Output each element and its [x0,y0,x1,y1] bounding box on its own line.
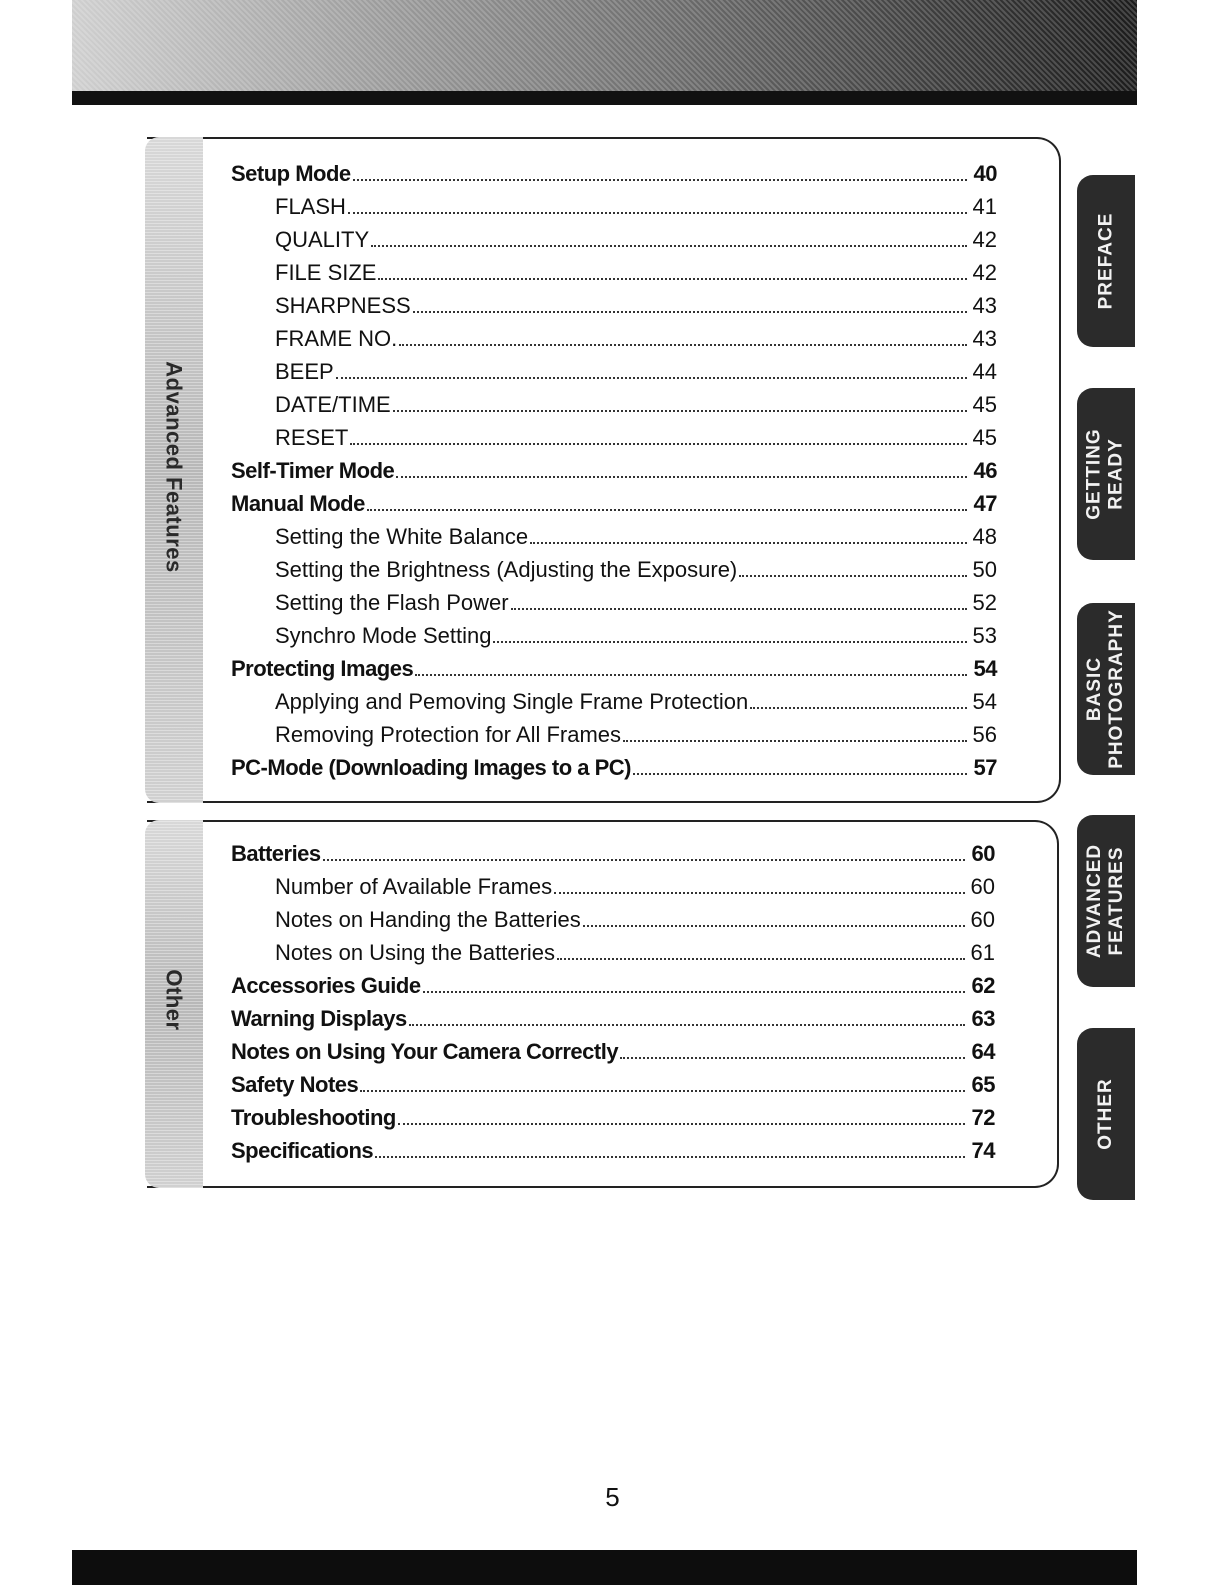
toc-entry-title: Setting the White Balance [275,524,529,549]
toc-entry-title: Setting the Flash Power [275,590,509,615]
toc-entry-page: 41 [972,194,997,219]
dot-leader [423,991,965,993]
toc-entry-page: 56 [972,722,997,747]
dot-leader [399,344,967,346]
toc-entry-page: 60 [970,874,995,899]
section-tab-label: Advanced Features [162,361,187,573]
toc-entry[interactable] [231,319,997,352]
dot-leader [557,958,965,960]
side-tab-label: PHOTOGRAPHY [1106,609,1128,769]
dot-leader [409,1024,965,1026]
toc-panel-advanced [147,137,1061,803]
toc-entry-title: Warning Displays [231,1006,407,1031]
toc-entry-page: 52 [972,590,997,615]
toc-entry[interactable] [231,1032,995,1065]
toc-entry[interactable] [231,999,995,1032]
toc-panel-other [147,820,1059,1188]
toc-entry-title: BEEP [275,359,334,384]
dot-leader [375,1156,965,1158]
toc-entry-page: 65 [971,1072,995,1097]
toc-entry[interactable] [231,352,997,385]
toc-entry-title: DATE/TIME [275,392,391,417]
section-strip-advanced [145,137,203,803]
toc-entry-title: PC-Mode (Downloading Images to a PC) [231,755,632,780]
toc-entry[interactable] [231,966,995,999]
toc-entry[interactable] [231,682,997,715]
toc-entry-page: 54 [972,689,997,714]
toc-entry[interactable] [231,834,995,867]
toc-entry[interactable] [231,867,995,900]
toc-entry-page: 45 [972,392,997,417]
toc-entry[interactable] [231,220,997,253]
side-tab-label: FEATURES [1106,846,1128,956]
toc-entry-title: Number of Available Frames [275,874,553,899]
toc-entry-title: Troubleshooting [231,1105,396,1130]
dot-leader [623,740,967,742]
toc-entry-page: 42 [972,260,997,285]
toc-entry[interactable] [231,748,997,781]
dot-leader [350,443,967,445]
toc-entry-page: 60 [970,907,995,932]
toc-entry[interactable] [231,286,997,319]
dot-leader [750,707,967,709]
toc-entry[interactable] [231,1065,995,1098]
side-tab-label: ADVANCED [1084,843,1106,959]
toc-entry-title: FLASH [275,194,346,219]
section-tab-label: Other [162,969,187,1031]
dot-leader [620,1057,965,1059]
toc-entry-title: Synchro Mode Setting [275,623,492,648]
toc-entry-page: 53 [972,623,997,648]
toc-entry[interactable] [231,187,997,220]
toc-entry[interactable] [231,900,995,933]
toc-entry[interactable] [231,385,997,418]
side-tab-preface[interactable] [1077,175,1135,347]
toc-entry[interactable] [231,517,997,550]
toc-entry-title: SHARPNESS [275,293,411,318]
dot-leader [413,311,967,313]
toc-entry-page: 47 [973,491,997,516]
toc-entry[interactable] [231,550,997,583]
toc-entry-page: 61 [970,940,995,965]
toc-entry[interactable] [231,933,995,966]
side-tab-basic-photography[interactable] [1077,603,1135,775]
toc-entry-title: Notes on Using Your Camera Correctly [231,1039,619,1064]
toc-entry-page: 46 [973,458,997,483]
dot-leader [583,925,965,927]
toc-entry[interactable] [231,418,997,451]
toc-entry[interactable] [231,1098,995,1131]
dot-leader [530,542,967,544]
dot-leader [393,410,967,412]
toc-entry[interactable] [231,616,997,649]
toc-entry[interactable] [231,583,997,616]
dot-leader [739,575,967,577]
dot-leader [415,674,967,676]
top-decorative-band [72,0,1137,105]
side-tab-label: BASIC [1084,656,1106,722]
side-tab-label: GETTING [1084,428,1106,520]
toc-entry-page: 72 [971,1105,995,1130]
toc-entry-title: Notes on Handing the Batteries [275,907,581,932]
toc-entry-page: 62 [971,973,995,998]
toc-entry-title: FILE SIZE [275,260,377,285]
side-tab-label: PREFACE [1095,212,1116,310]
toc-entry-title: RESET [275,425,349,450]
toc-entry-page: 42 [972,227,997,252]
toc-entry-title: Protecting Images [231,656,414,681]
toc-entry[interactable] [231,649,997,682]
toc-entry-title: Applying and Pemoving Single Frame Protection [275,689,749,714]
toc-entry[interactable] [231,715,997,748]
page-number: 5 [605,1482,620,1512]
dot-leader [360,1090,965,1092]
dot-leader [371,245,967,247]
toc-entry-page: 63 [971,1006,995,1031]
toc-entry-title: Safety Notes [231,1072,359,1097]
dot-leader [398,1123,965,1125]
toc-entry-page: 57 [973,755,997,780]
toc-entry-title: Notes on Using the Batteries [275,940,556,965]
section-strip-other [145,820,203,1188]
side-tab-advanced-features[interactable] [1077,815,1135,987]
dot-leader [367,509,967,511]
toc-entry-title: Accessories Guide [231,973,421,998]
dot-leader [336,377,967,379]
toc-entry-title: QUALITY [275,227,370,252]
toc-entry-title: Self-Timer Mode [231,458,395,483]
dot-leader [554,892,965,894]
toc-entry-page: 64 [971,1039,995,1064]
toc-entry-page: 54 [973,656,997,681]
toc-entry-page: 50 [972,557,997,582]
toc-entry-title: Batteries [231,841,321,866]
dot-leader [353,179,967,181]
toc-entry-title: Setup Mode [231,161,351,186]
toc-entry[interactable] [231,253,997,286]
dot-leader [511,608,967,610]
bottom-decorative-band [72,1550,1137,1585]
dot-leader [323,859,965,861]
toc-entry[interactable] [231,154,997,187]
dot-leader [493,641,967,643]
dot-leader [633,773,967,775]
side-tab-other[interactable] [1077,1028,1135,1200]
toc-entry-title: Removing Protection for All Frames [275,722,622,747]
toc-entry-page: 60 [971,841,995,866]
toc-entry-page: 45 [972,425,997,450]
toc-entry-page: 43 [972,326,997,351]
toc-entry-title: Specifications [231,1138,374,1163]
toc-entry-page: 43 [972,293,997,318]
toc-entry[interactable] [231,484,997,517]
dot-leader [378,278,967,280]
toc-entry-page: 44 [972,359,997,384]
toc-entry-title: FRAME NO. [275,326,398,351]
toc-entry-page: 40 [973,161,997,186]
toc-entry[interactable] [231,451,997,484]
toc-entry-title: Setting the Brightness (Adjusting the Exposure) [275,557,738,582]
side-tab-label: OTHER [1095,1078,1116,1150]
side-tab-label: READY [1106,438,1128,510]
toc-entry-page: 74 [971,1138,995,1163]
toc-entry-title: Manual Mode [231,491,365,516]
toc-entry[interactable] [231,1131,995,1164]
toc-entry-page: 48 [972,524,997,549]
dot-leader [348,212,967,214]
side-tab-getting-ready[interactable] [1077,388,1135,560]
dot-leader [396,476,967,478]
